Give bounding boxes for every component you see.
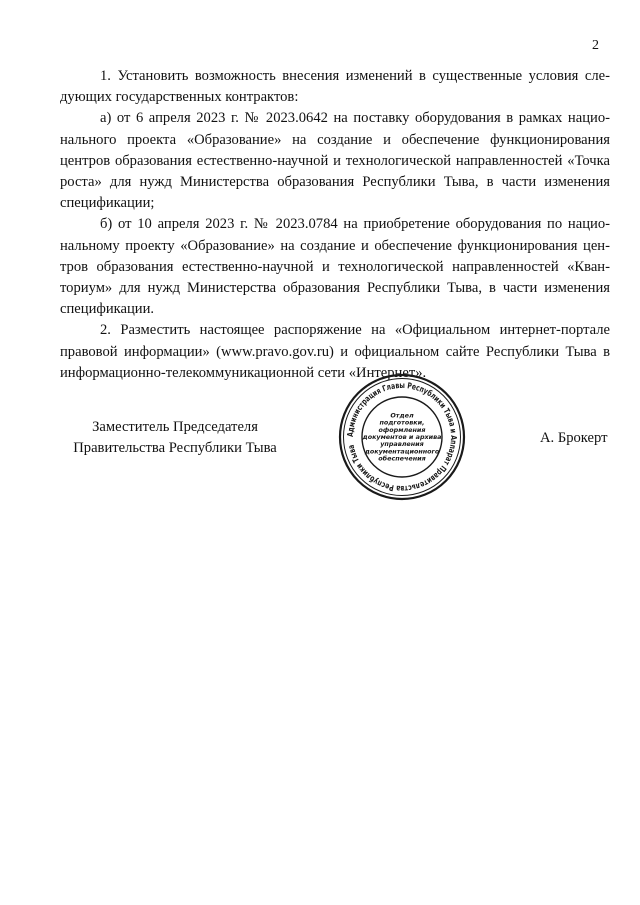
seal-center-line: оформления xyxy=(378,425,426,434)
page-number: 2 xyxy=(592,38,599,53)
paragraph-1a: а) от 6 апреля 2023 г. № 2023.0642 на поставку оборудования в рамках национального проекта «Образование» на создание и обеспечение функционирования центров образования естественно-научной и технологической направленностей «Точка роста» для нужд Министерства образования Республики Тыва, в части изменения спецификации; xyxy=(60,110,610,212)
signatory-position xyxy=(60,417,290,459)
paragraph-2: 2. Разместить настоящее распоряжение на «Официальном интернет-портале правовой информации» (www.pravo.gov.ru) и официальном сайте Республики Тыва в информационно-телекоммуникационной сети «Интернет». xyxy=(60,322,610,381)
seal-center-line: управления xyxy=(380,440,424,449)
seal-center-line: документов и архива xyxy=(362,433,442,441)
paragraph-1b: б) от 10 апреля 2023 г. № 2023.0784 на приобретение оборудования по национальному проекту «Образование» на создание и обеспечение функционирования центров образования естественно-научной и технологической направленностей «Кванториум» для нужд Министерства образования Республики Тыва, в части изменения спецификации. xyxy=(60,216,610,318)
signatory-position-line-2: Правительства Республики Тыва xyxy=(73,440,277,457)
official-seal xyxy=(337,372,467,502)
seal-center-line: подготовки, xyxy=(379,418,425,427)
seal-center-line: Отдел xyxy=(390,411,414,420)
seal-center-line: обеспечения xyxy=(378,454,426,463)
paragraph-1: 1. Установить возможность внесения изменений в существенные условия следующих государственных контрактов: xyxy=(60,68,610,106)
document-body xyxy=(60,66,610,384)
seal-graphic xyxy=(337,372,467,502)
seal-center-line: документационного xyxy=(364,447,440,456)
signatory-name: А. Брокерт xyxy=(540,430,608,446)
seal-ring-text: Администрация Главы Республики Тыва и Аппарат Правительства Республики Тыва xyxy=(344,379,460,495)
seal-center-text xyxy=(362,411,442,462)
signatory-position-line-1: Заместитель Председателя xyxy=(92,419,258,435)
